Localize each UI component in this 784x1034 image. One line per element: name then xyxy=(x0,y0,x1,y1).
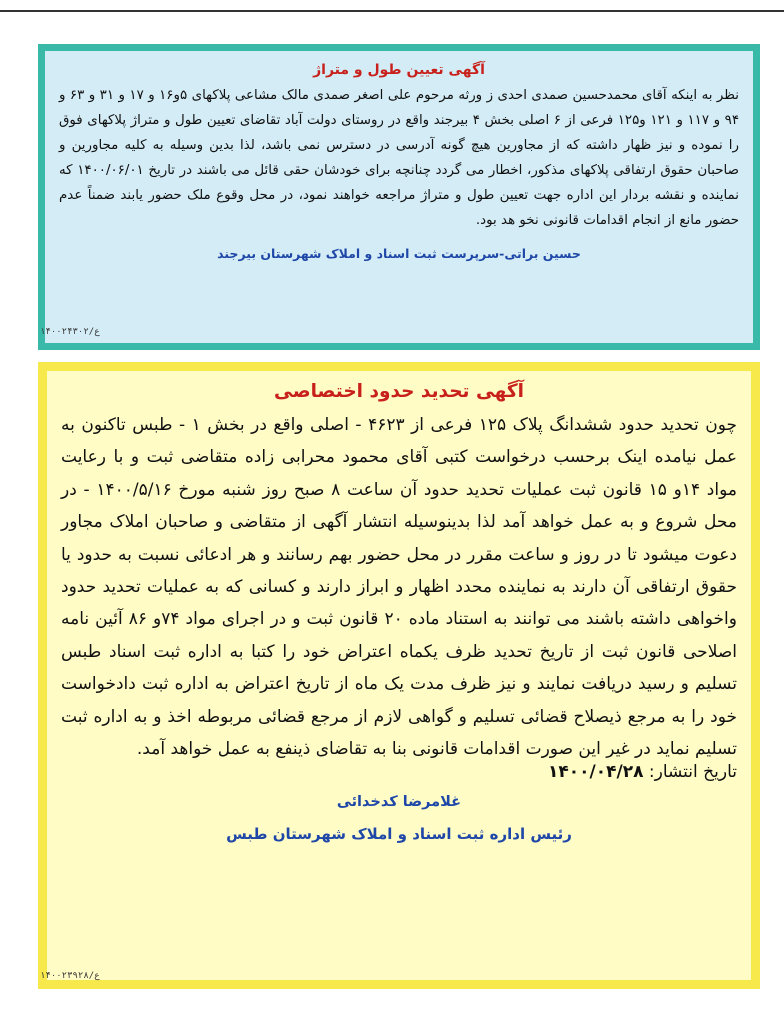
notice2-title: آگهی تحدید حدود اختصاصی xyxy=(274,381,524,402)
notice1-code: ع/۱۴۰۰۲۴۳۰۲ xyxy=(40,327,100,337)
notice-boundary-demarcation xyxy=(38,362,760,989)
notice2-code: ع/۱۴۰۰۲۳۹۲۸ xyxy=(40,971,100,981)
publication-date-value: ۱۴۰۰/۰۴/۲۸ xyxy=(548,762,644,783)
notice2-body: چون تحدید حدود ششدانگ پلاک ۱۲۵ فرعی از ۴۶۲۳ - اصلی واقع در بخش ۱ - طبس تاکنون به عمل نیامده اینک برحسب درخواست کتبی آقای محمود محرابی زاده متقاضی ثبت و با رعایت مواد ۱۴و ۱۵ قانون ثبت عملیات تحدید حدود آن ساعت ۸ صبح روز شنبه مورخ ۱۴۰۰/۵/۱۶ - در محل شروع و به عمل خواهد آمد لذا بدینوسیله انتشار آگهی از متقاضی و صاحبان املاک مجاور دعوت میشود تا در روز و ساعت مقرر در محل حضور بهم رسانند و هر ادعائی نسبت به حدود یا حقوق ارتفاقی آن دارند به نماینده محدد اظهار و ابراز دارند و کسانی که به عملیات تحدید حدود واخواهی داشته باشند می توانند به استناد ماده ۲۰ قانون ثبت و در اجرای مواد ۷۴و ۸۶ آئین نامه اصلاحی قانون ثبت از تاریخ تحدید ظرف یکماه اعتراض خود را کتبا به اداره ثبت اسناد طبس تسلیم و رسید دریافت نمایند و نیز ظرف مدت یک ماه از تاریخ اعتراض به اداره ثبت دادخواست خود را به مرجع ذیصلاح قضائی تسلیم و گواهی لازم از مرجع قضائی مربوطه اخذ و به اداره ثبت تسلیم نماید در غیر این صورت اقدامات قانونی بنا به تقاضای ذینفع به عمل خواهد آمد. xyxy=(61,415,737,760)
notice1-body: نظر به اینکه آقای محمدحسین صمدی احدی ز ورثه مرحوم علی اصغر صمدی مالک مشاعی پلاکهای ۵و۱۶ و ۱۷ و ۳۱ و ۶۳ و ۹۴ و ۱۱۷ و ۱۲۱ و۱۲۵ فرعی از ۶ اصلی بخش ۴ بیرجند واقع در روستای دولت آباد تقاضای تعیین طول و متراژ پلاکهای فوق را نموده و نیز ظهار داشته که از مجاورین هیچ گونه آدرسی در دسترس نمی باشد، لذا بدین وسیله به کلیه مجاورین و صاحبان حقوق ارتفاقی پلاکهای مذکور، اخطار می گردد چنانچه برای خودشان حقی قائل می باشند در تاریخ ۱۴۰۰/۰۶/۰۱ که نماینده و نقشه بردار این اداره جهت تعیین طول و متراژ مراجعه خواهند نمود، در محل وقوع ملک حضور یابند ضمناً عدم حضور مانع از انجام اقدامات قانونی نخو هد بود. xyxy=(59,88,740,228)
top-rule xyxy=(0,10,784,12)
notice1-signature: حسین براتی-سرپرست ثبت اسناد و املاک شهرستان بیرجند xyxy=(217,246,581,261)
signer-title: رئیس اداره ثبت اسناد و املاک شهرستان طبس xyxy=(226,825,572,844)
signer-name: غلامرضا کدخدائی xyxy=(336,794,462,811)
notice1-title: آگهی تعیین طول و متراژ xyxy=(313,62,485,78)
publication-date-label: تاریخ انتشار: xyxy=(648,762,737,783)
notice-length-and-area xyxy=(38,44,760,350)
